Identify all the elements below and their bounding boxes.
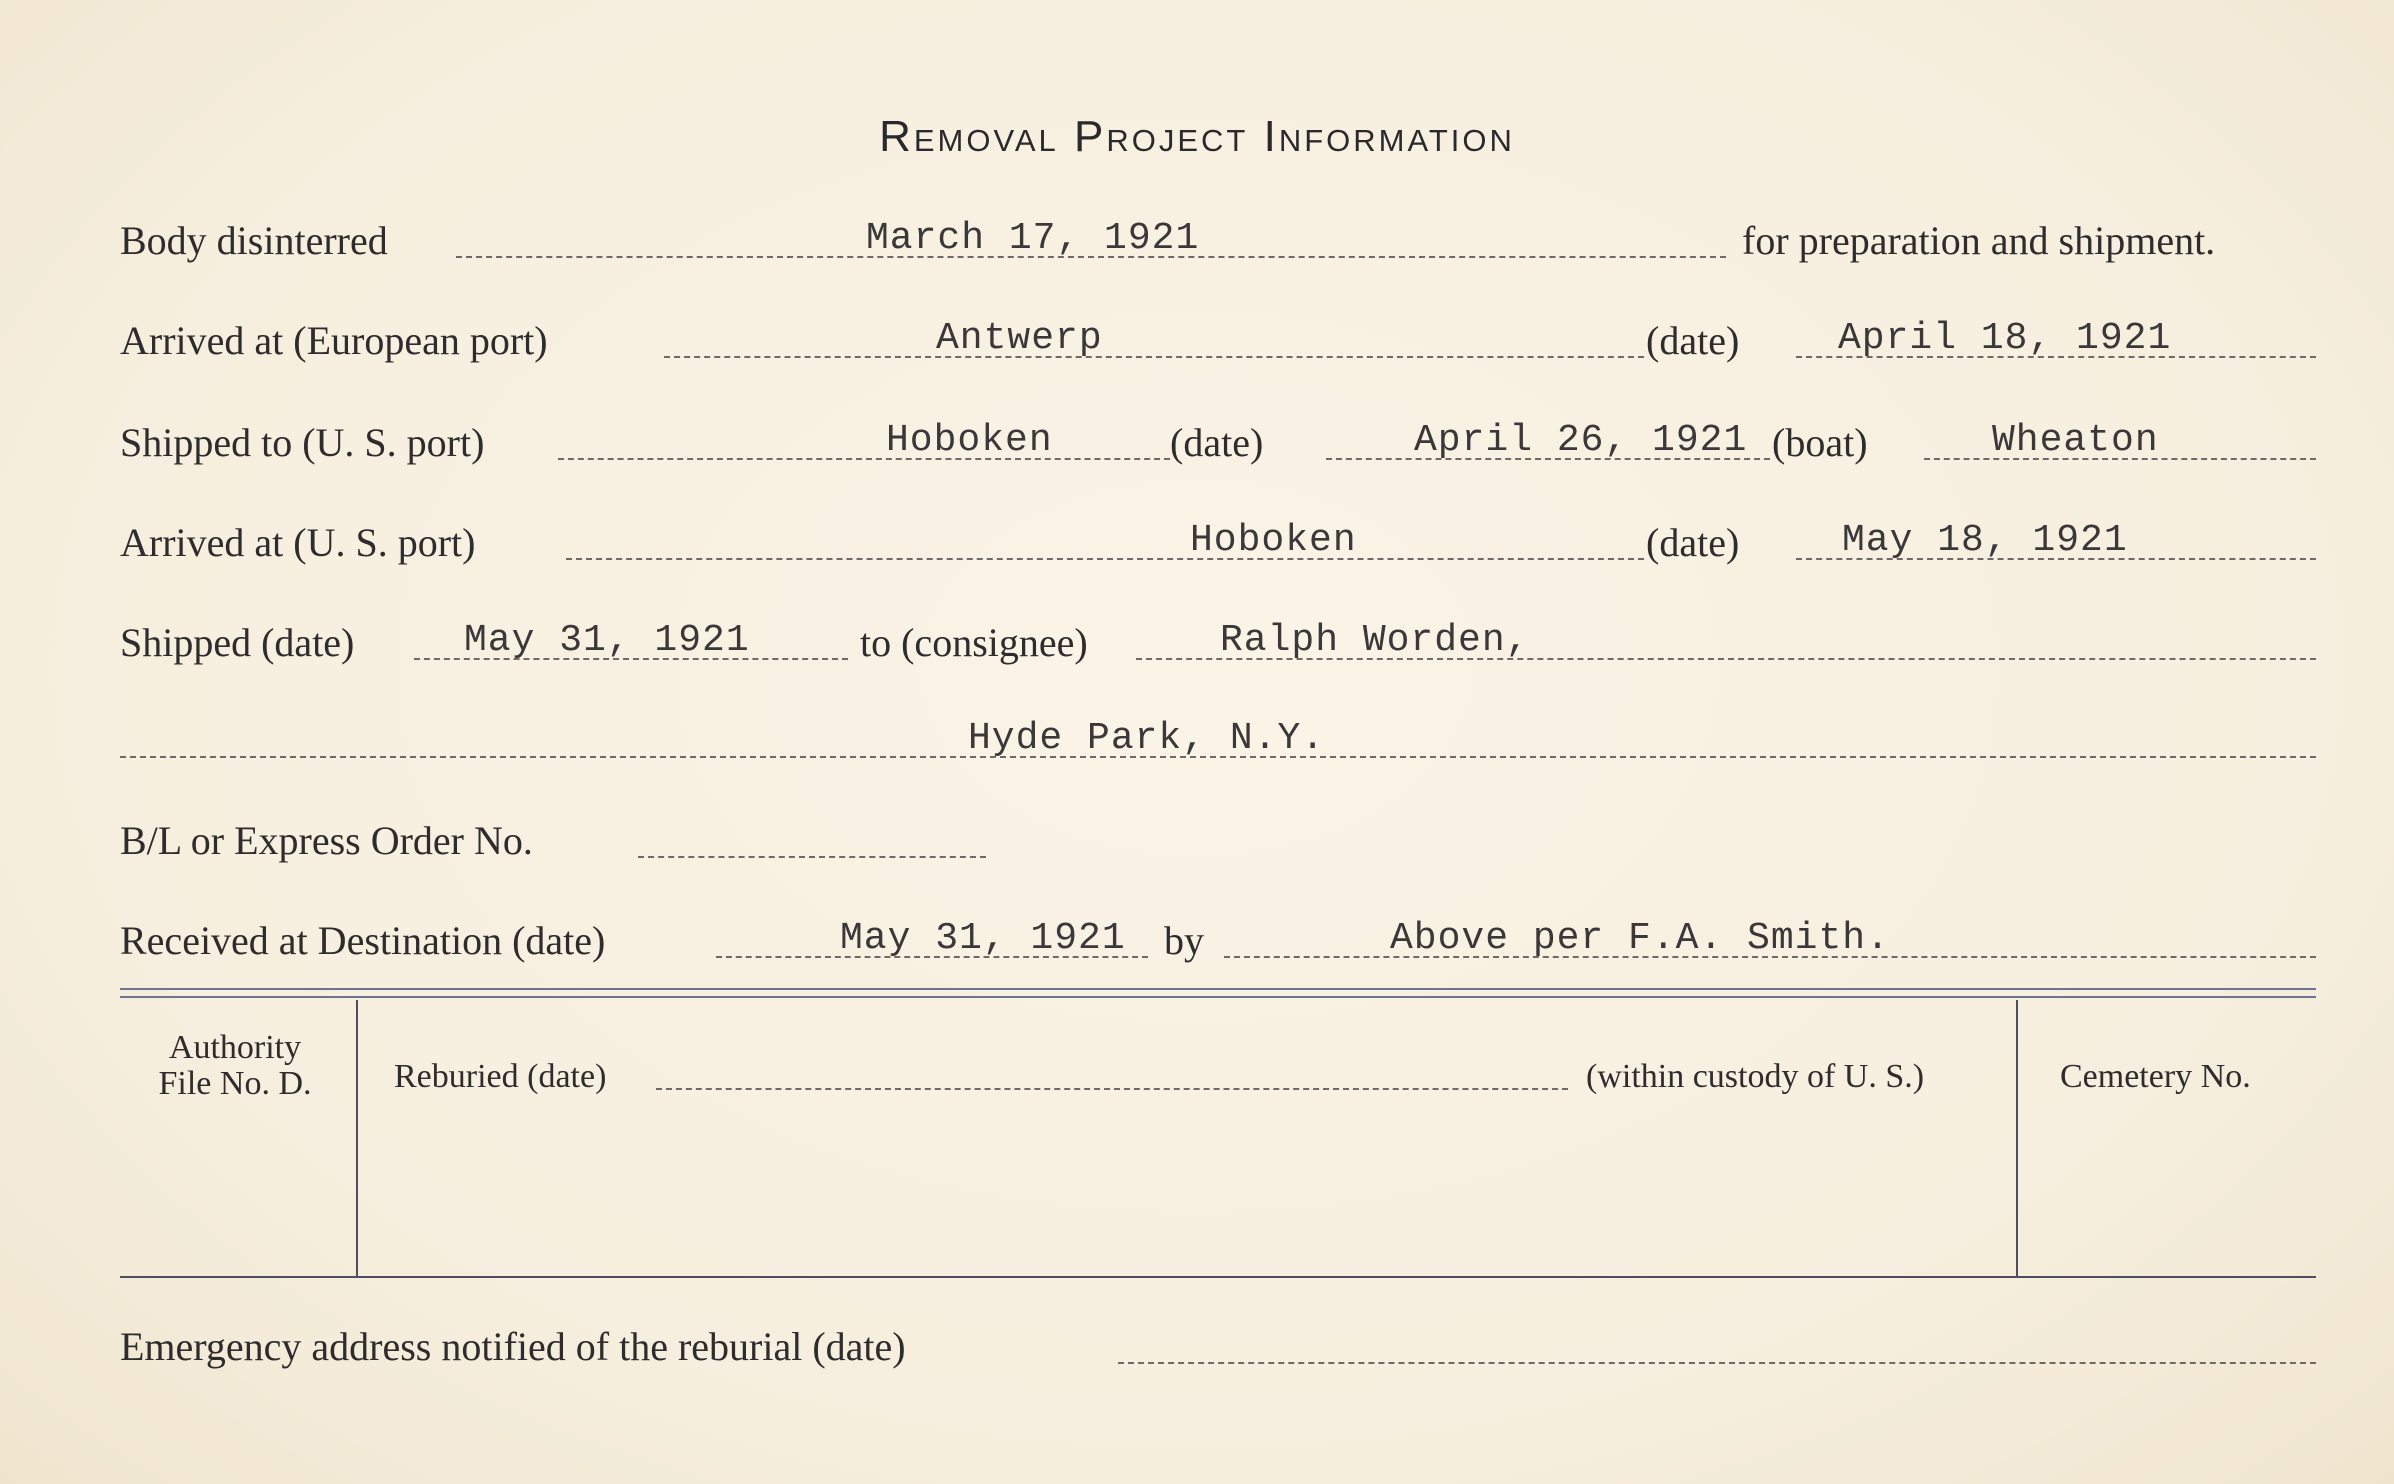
label-arrived-us: Arrived at (U. S. port) [120, 520, 476, 565]
label-arrived-european: Arrived at (European port) [120, 318, 548, 363]
row-shipped-consignee [0, 614, 2394, 674]
label-reburied-date: Reburied (date) [394, 1058, 607, 1095]
label-european-date: (date) [1646, 318, 1740, 363]
label-within-custody: (within custody of U. S.) [1586, 1058, 1925, 1095]
row-shipped-to-us [0, 414, 2394, 474]
value-us-arrival-date: May 18, 1921 [1842, 519, 2128, 562]
dotted-line-us-port [558, 458, 1170, 460]
row-body-disinterred [0, 212, 2394, 272]
value-european-arrival-date: April 18, 1921 [1838, 317, 2172, 360]
row-arrived-european [0, 312, 2394, 372]
dotted-line-bl-order [638, 856, 986, 858]
label-us-arrival-date: (date) [1646, 520, 1740, 565]
dotted-line-reburied [656, 1088, 1568, 1090]
label-bl-order: B/L or Express Order No. [120, 818, 533, 863]
label-shipped-to-us: Shipped to (U. S. port) [120, 420, 485, 465]
divider-authority [356, 1000, 358, 1276]
bottom-rule [120, 1276, 2316, 1278]
double-rule-top [120, 988, 2316, 990]
divider-cemetery [2016, 1000, 2018, 1276]
value-disinterred-date: March 17, 1921 [866, 217, 1200, 260]
label-emergency: Emergency address notified of the reburial (date) [120, 1324, 906, 1369]
label-shipped-date: (date) [1170, 420, 1264, 465]
value-received-date: May 31, 1921 [840, 917, 1126, 960]
value-european-port: Antwerp [936, 317, 1103, 360]
value-boat: Wheaton [1992, 419, 2159, 462]
dotted-line-european-port [664, 356, 1644, 358]
value-consignee-line1: Ralph Worden, [1220, 619, 1530, 662]
row-emergency [0, 1318, 2394, 1378]
label-body-disinterred: Body disinterred [120, 218, 388, 263]
row-received-destination [0, 912, 2394, 972]
value-us-port-arrived: Hoboken [1190, 519, 1357, 562]
value-consignee-line2: Hyde Park, N.Y. [968, 717, 1326, 760]
double-rule-bottom [120, 996, 2316, 998]
row-bl-order [0, 812, 2394, 872]
label-for-preparation: for preparation and shipment. [1742, 218, 2216, 263]
label-received-destination: Received at Destination (date) [120, 918, 606, 963]
value-received-by: Above per F.A. Smith. [1390, 917, 1890, 960]
label-to-consignee: to (consignee) [860, 620, 1088, 665]
authority-file-block [120, 1030, 350, 1102]
form-title: Removal Project Information [879, 112, 1515, 161]
value-shipped-date: May 31, 1921 [464, 619, 750, 662]
dotted-line-arrived-us-port [566, 558, 1644, 560]
label-by: by [1164, 918, 1204, 963]
label-file-no: File No. D. [158, 1065, 312, 1102]
row-arrived-us [0, 514, 2394, 574]
label-shipped-date-final: Shipped (date) [120, 620, 355, 665]
row-consignee-continued [0, 712, 2394, 772]
label-authority: Authority [168, 1029, 302, 1066]
label-boat: (boat) [1772, 420, 1868, 465]
value-us-port-shipped: Hoboken [886, 419, 1053, 462]
label-cemetery-no: Cemetery No. [2060, 1058, 2251, 1095]
value-shipped-date-us: April 26, 1921 [1414, 419, 1748, 462]
dotted-line-emergency [1118, 1362, 2316, 1364]
